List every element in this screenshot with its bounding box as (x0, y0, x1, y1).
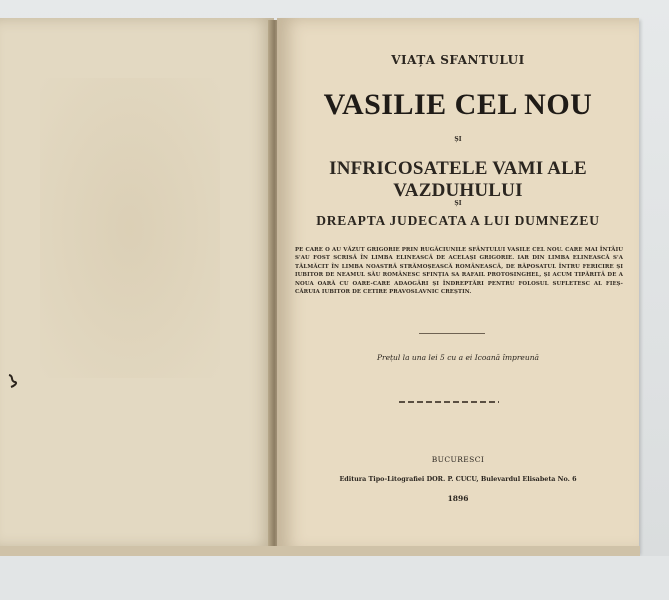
main-title: VASILIE CEL NOU (323, 88, 593, 121)
subtitle-judecata: DREAPTA JUDECATA A LUI DUMNEZEU (316, 213, 600, 228)
table-surface (0, 556, 669, 600)
left-blank-page (0, 18, 274, 548)
paper-stain (40, 78, 220, 378)
page-edge (0, 546, 640, 556)
short-rule (419, 333, 485, 334)
publication-year: 1896 (447, 494, 469, 503)
publisher-line: Editura Tipo-Litografiei DOR. P. CUCU, Bulevardul Elisabeta No. 6 (339, 475, 577, 483)
conjunction-1: ȘI (454, 136, 462, 143)
ornamental-rule (399, 401, 499, 403)
description-paragraph: PE CARE O AU VĂZUT GRIGORIE PRIN RUGĂCIUNILE SFÂNTULUI VASILE CEL NOU. CARE MAI ÎNTÂIU S'AU FOST SCRISĂ ÎN LIMBA ELINEASCĂ DE ACELAȘI GRIGORIE. IAR DIN LIMBA ELINEASCĂ S'A TĂLMĂCIT ÎN LIMBA NOASTRĂ STRĂMOȘEASCĂ ROMÂNEASCĂ, DE RĂPOSATUL ÎNTRU FERICIRE ȘI IUBITOR DE NEAMUL SĂU ROMÂNESC SFINȚIA SA RAFAIL PROTOSINGHEL, ȘI ACUM TIPĂRITĂ DE A NOUA OARĂ CU OARE-CARE ADAOGĂRI ȘI ÎNDREPTĂRI PENTRU FOLOSUL SUFLETESC AL FIEȘ-CĂRUIA IUBITOR DE CETIRE PRAVOSLAVNIC CREȘTIN. (295, 247, 623, 296)
ink-mark-icon (6, 373, 22, 389)
publication-city: BUCURESCI (431, 455, 485, 464)
subtitle-vami: INFRICOSATELE VAMI ALE VAZDUHULUI (329, 158, 587, 201)
title-page (277, 18, 639, 553)
price-line: Prețul la una lei 5 cu a ei Icoană împreună (376, 353, 540, 362)
series-title: VIAȚA SFANTULUI (391, 53, 525, 67)
conjunction-2: ȘI (454, 200, 462, 207)
